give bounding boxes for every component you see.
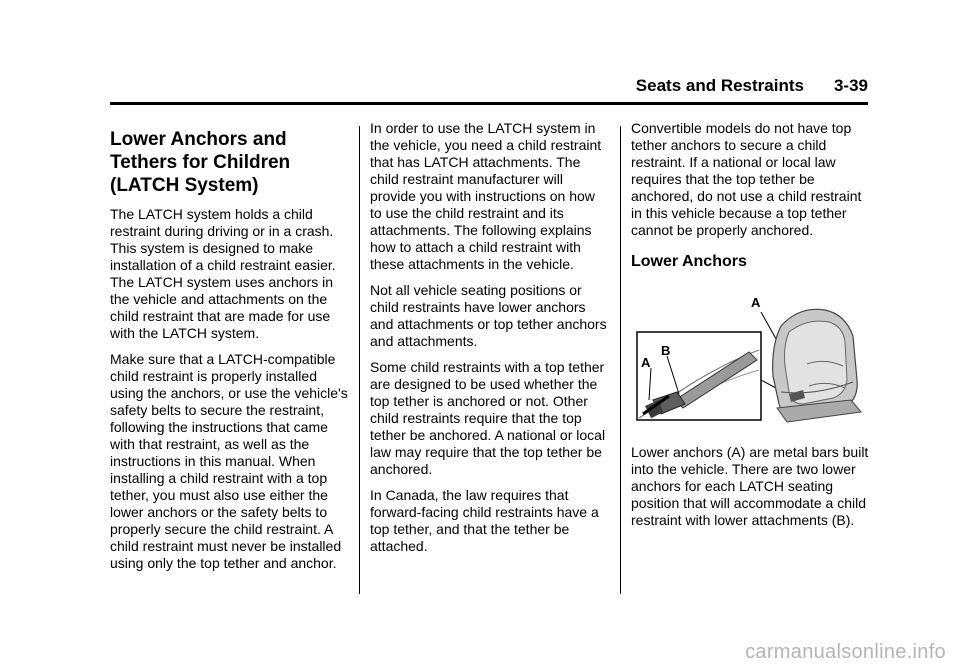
subheading-lower-anchors: Lower Anchors	[631, 253, 747, 270]
column-3	[631, 120, 871, 538]
paragraph: The LATCH system holds a child restraint during driving or in a crash. This system is designed to make installation of a child restraint easier. The LATCH system uses anchors in the vehicle and attachments on the child restraint that are made for use with the LATCH system.	[110, 206, 336, 341]
column-1	[110, 120, 350, 581]
section-title-header: Seats and Restraints	[635, 76, 804, 95]
paragraph: In Canada, the law requires that forward-facing child restraints have a top tether, and that the tether be attached.	[370, 487, 599, 554]
figure-label-b: B	[661, 343, 671, 358]
page-header	[110, 76, 868, 96]
child-seat-illustration	[631, 296, 871, 428]
paragraph: Make sure that a LATCH-compatible child restraint is properly installed using the anchors, or use the vehicle's safety belts to secure the restraint, following the instructions that came with that restraint, as well as the instructions in this manual. When installing a child restraint with a top tether, you must also use either the lower anchors or the safety belts to properly secure the child restraint. A child restraint must never be installed using only the top tether and anchor.	[110, 351, 348, 571]
lower-anchors-figure	[631, 296, 871, 428]
paragraph: Convertible models do not have top tether anchors to secure a child restraint. If a national or local law requires that the top tether be anchored, do not use a child restraint in this vehicle because a top tether cannot be properly anchored.	[631, 120, 862, 238]
watermark: carmanualsonline.info	[745, 641, 946, 663]
section-heading	[110, 128, 350, 197]
heading-line: Lower Anchors and	[110, 129, 287, 150]
page-number: 3-39	[833, 76, 868, 95]
heading-line: Tethers for Children	[110, 152, 291, 173]
figure-label-a-left: A	[641, 355, 651, 370]
figure-caption: Lower anchors (A) are metal bars built into the vehicle. There are two lower anchors for each LATCH seating position that will accommodate a child restraint with lower attachments (B).	[631, 444, 869, 528]
column-2	[370, 120, 610, 564]
paragraph: In order to use the LATCH system in the vehicle, you need a child restraint that has LATCH attachments. The child restraint manufacturer will provide you with instructions on how to use the child restraint and its attachments. The following explains how to attach a child restraint with these attachments in the vehicle.	[370, 120, 602, 272]
paragraph: Not all vehicle seating positions or child restraints have lower anchors and attachments or top tether anchors and attachments.	[370, 282, 607, 349]
column-divider	[359, 126, 360, 594]
figure-label-a-top: A	[751, 295, 761, 310]
column-divider	[620, 126, 621, 594]
paragraph: Some child restraints with a top tether are designed to be used whether the top tether is anchored or not. Other child restraints require that the top tether be anchored. A national or local law may require that the top tether be anchored.	[370, 359, 606, 477]
header-rule	[110, 102, 868, 105]
heading-line: (LATCH System)	[110, 175, 259, 196]
